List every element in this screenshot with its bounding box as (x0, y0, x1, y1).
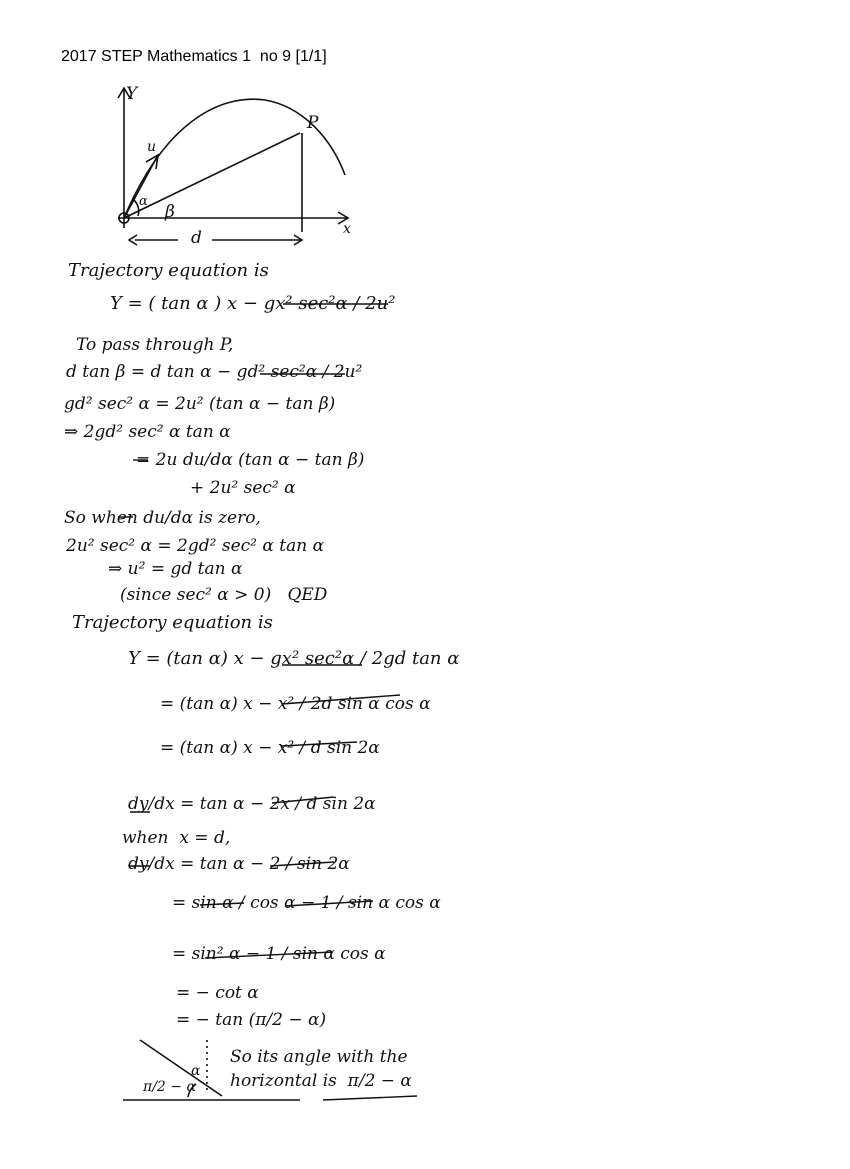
text-line-18: when x = d, (122, 828, 231, 848)
text-line-14: Y = (tan α) x − gx² sec²α / 2gd tan α (128, 648, 460, 669)
text-line-5: gd² sec² α = 2u² (tan α − tan β) (64, 394, 336, 414)
page-title: 2017 STEP Mathematics 1 no 9 [1/1] (61, 48, 327, 65)
text-line-6: ⇒ 2gd² sec² α tan α (64, 422, 231, 442)
text-line-20: = sin α / cos α − 1 / sin α cos α (172, 893, 441, 913)
beta-label: β (165, 202, 175, 222)
text-line-13: Trajectory equation is (72, 612, 273, 633)
text-line-7: = 2u du/dα (tan α − tan β) (136, 450, 365, 470)
text-line-25: horizontal is π/2 − α (230, 1071, 412, 1091)
text-line-8: + 2u² sec² α (190, 478, 296, 498)
text-line-24: So its angle with the (230, 1047, 408, 1067)
angle-complement-label: π/2 − α (143, 1079, 196, 1095)
text-line-21: = sin² α − 1 / sin α cos α (172, 944, 386, 964)
y-axis-label: Y (126, 84, 138, 104)
p-label: P (307, 113, 319, 133)
text-line-15: = (tan α) x − x² / 2d sin α cos α (160, 694, 431, 714)
text-line-11: ⇒ u² = gd tan α (108, 559, 243, 579)
text-line-4: d tan β = d tan α − gd² sec²α / 2u² (66, 362, 363, 382)
text-line-12: (since sec² α > 0) QED (120, 585, 328, 605)
alpha-label: α (139, 194, 148, 209)
text-line-3: To pass through P, (76, 335, 234, 355)
d-label: d (191, 228, 202, 248)
text-line-22: = − cot α (176, 983, 259, 1003)
text-line-16: = (tan α) x − x² / d sin 2α (160, 738, 380, 758)
text-line-1: Trajectory equation is (68, 260, 269, 281)
text-line-9: So when du/dα is zero, (64, 508, 261, 528)
text-line-17: dy/dx = tan α − 2x / d sin 2α (128, 794, 376, 814)
text-line-10: 2u² sec² α = 2gd² sec² α tan α (66, 536, 325, 556)
u-label: u (147, 139, 157, 155)
x-axis-label: x (343, 221, 351, 237)
angle-alpha-label: α (191, 1063, 201, 1079)
text-line-23: = − tan (π/2 − α) (176, 1010, 327, 1030)
text-line-19: dy/dx = tan α − 2 / sin 2α (128, 854, 350, 874)
text-line-2: Y = ( tan α ) x − gx² sec²α / 2u² (110, 293, 396, 314)
